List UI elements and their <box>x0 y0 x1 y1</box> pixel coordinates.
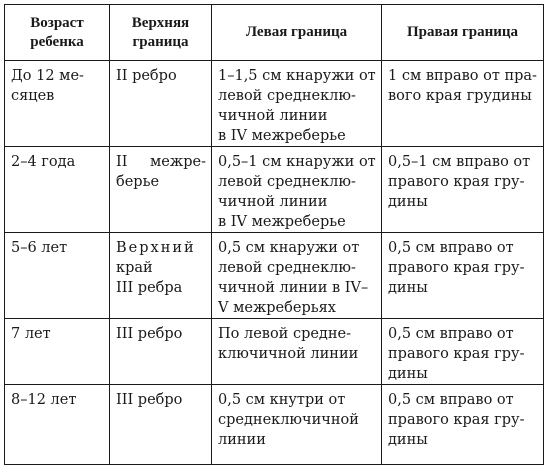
header-line: Левая граница <box>245 24 348 40</box>
cell-line: левой среднеклю- <box>218 260 356 276</box>
cell-line: левой среднеклю- <box>218 88 356 104</box>
cell-line: III ребра <box>116 280 183 296</box>
cell-line: III ребро <box>116 326 183 342</box>
cell-line: 1 см вправо от пра- <box>388 68 537 84</box>
cell-line: правого края гру- <box>388 346 525 362</box>
header-line: Правая граница <box>406 24 519 40</box>
cell-line: среднеключичной <box>218 412 359 428</box>
cell-right-border <box>382 319 544 385</box>
cell-line: 0,5 см вправо от <box>388 392 514 408</box>
cell-line: До 12 ме- <box>11 68 84 84</box>
header-upper-border <box>110 5 212 61</box>
cell-line: 0,5–1 см вправо от <box>388 154 531 170</box>
cell-line: вого края грудины <box>388 88 532 104</box>
cell-line: III ребро <box>116 392 183 408</box>
header-line: ребенка <box>30 33 84 50</box>
cell-line: чичной линии <box>218 194 328 210</box>
cell-line: ключичной линии <box>218 346 359 362</box>
cell-line: 0,5 см кнутри от <box>218 392 346 408</box>
cell-upper-border <box>110 319 212 385</box>
cell-left-border <box>212 233 382 319</box>
table-header-row <box>5 5 544 61</box>
cell-line: дины <box>388 432 428 448</box>
cell-left-border <box>212 61 382 147</box>
cell-line: 0,5–1 см кнаружи от <box>218 154 376 170</box>
cell-line: дины <box>388 280 428 296</box>
cell-right-border <box>382 233 544 319</box>
cell-line: правого края гру- <box>388 260 525 276</box>
cell-line: 1–1,5 см кнаружи от <box>218 68 376 84</box>
header-right-border <box>382 5 544 61</box>
cell-age <box>5 319 110 385</box>
cell-line: сяцев <box>11 88 55 104</box>
cell-line: край <box>116 260 153 276</box>
cell-line: в IV межреберье <box>218 128 346 144</box>
table-row <box>5 61 544 147</box>
cell-line: дины <box>388 366 428 382</box>
cell-line: дины <box>388 194 428 210</box>
cell-line: II межре- <box>116 154 206 170</box>
cell-age <box>5 385 110 465</box>
cell-line: 0,5 см вправо от <box>388 326 514 342</box>
cell-line: 5–6 лет <box>11 240 68 256</box>
cell-upper-border <box>110 61 212 147</box>
cell-right-border <box>382 147 544 233</box>
header-left-border <box>212 5 382 61</box>
table-row <box>5 233 544 319</box>
cell-line: в IV межреберье <box>218 214 346 230</box>
cell-age <box>5 233 110 319</box>
table-row <box>5 319 544 385</box>
heart-borders-table <box>4 4 544 465</box>
cell-line: правого края гру- <box>388 412 525 428</box>
cell-age <box>5 147 110 233</box>
cell-line: II ребро <box>116 68 177 84</box>
cell-line: 7 лет <box>11 326 51 342</box>
cell-line: чичной линии в IV– <box>218 280 369 296</box>
cell-line: 8–12 лет <box>11 392 77 408</box>
header-line: Возраст <box>30 14 84 31</box>
cell-line: линии <box>218 432 266 448</box>
cell-upper-border <box>110 233 212 319</box>
cell-line: чичной линии <box>218 108 328 124</box>
cell-left-border <box>212 385 382 465</box>
cell-line: Верхний <box>116 240 196 256</box>
cell-line: берье <box>116 174 160 190</box>
cell-upper-border <box>110 147 212 233</box>
cell-age <box>5 61 110 147</box>
cell-upper-border <box>110 385 212 465</box>
table-row <box>5 147 544 233</box>
cell-line: 0,5 см кнаружи от <box>218 240 360 256</box>
cell-line: 0,5 см вправо от <box>388 240 514 256</box>
header-line: граница <box>132 33 189 50</box>
cell-right-border <box>382 61 544 147</box>
header-line: Верхняя <box>131 14 190 31</box>
cell-line: левой среднеклю- <box>218 174 356 190</box>
cell-line: правого края гру- <box>388 174 525 190</box>
cell-left-border <box>212 319 382 385</box>
cell-right-border <box>382 385 544 465</box>
cell-line: 2–4 года <box>11 154 76 170</box>
table-row <box>5 385 544 465</box>
cell-line: По левой средне- <box>218 326 351 342</box>
cell-line: V межреберьях <box>218 300 336 316</box>
cell-left-border <box>212 147 382 233</box>
header-age <box>5 5 110 61</box>
